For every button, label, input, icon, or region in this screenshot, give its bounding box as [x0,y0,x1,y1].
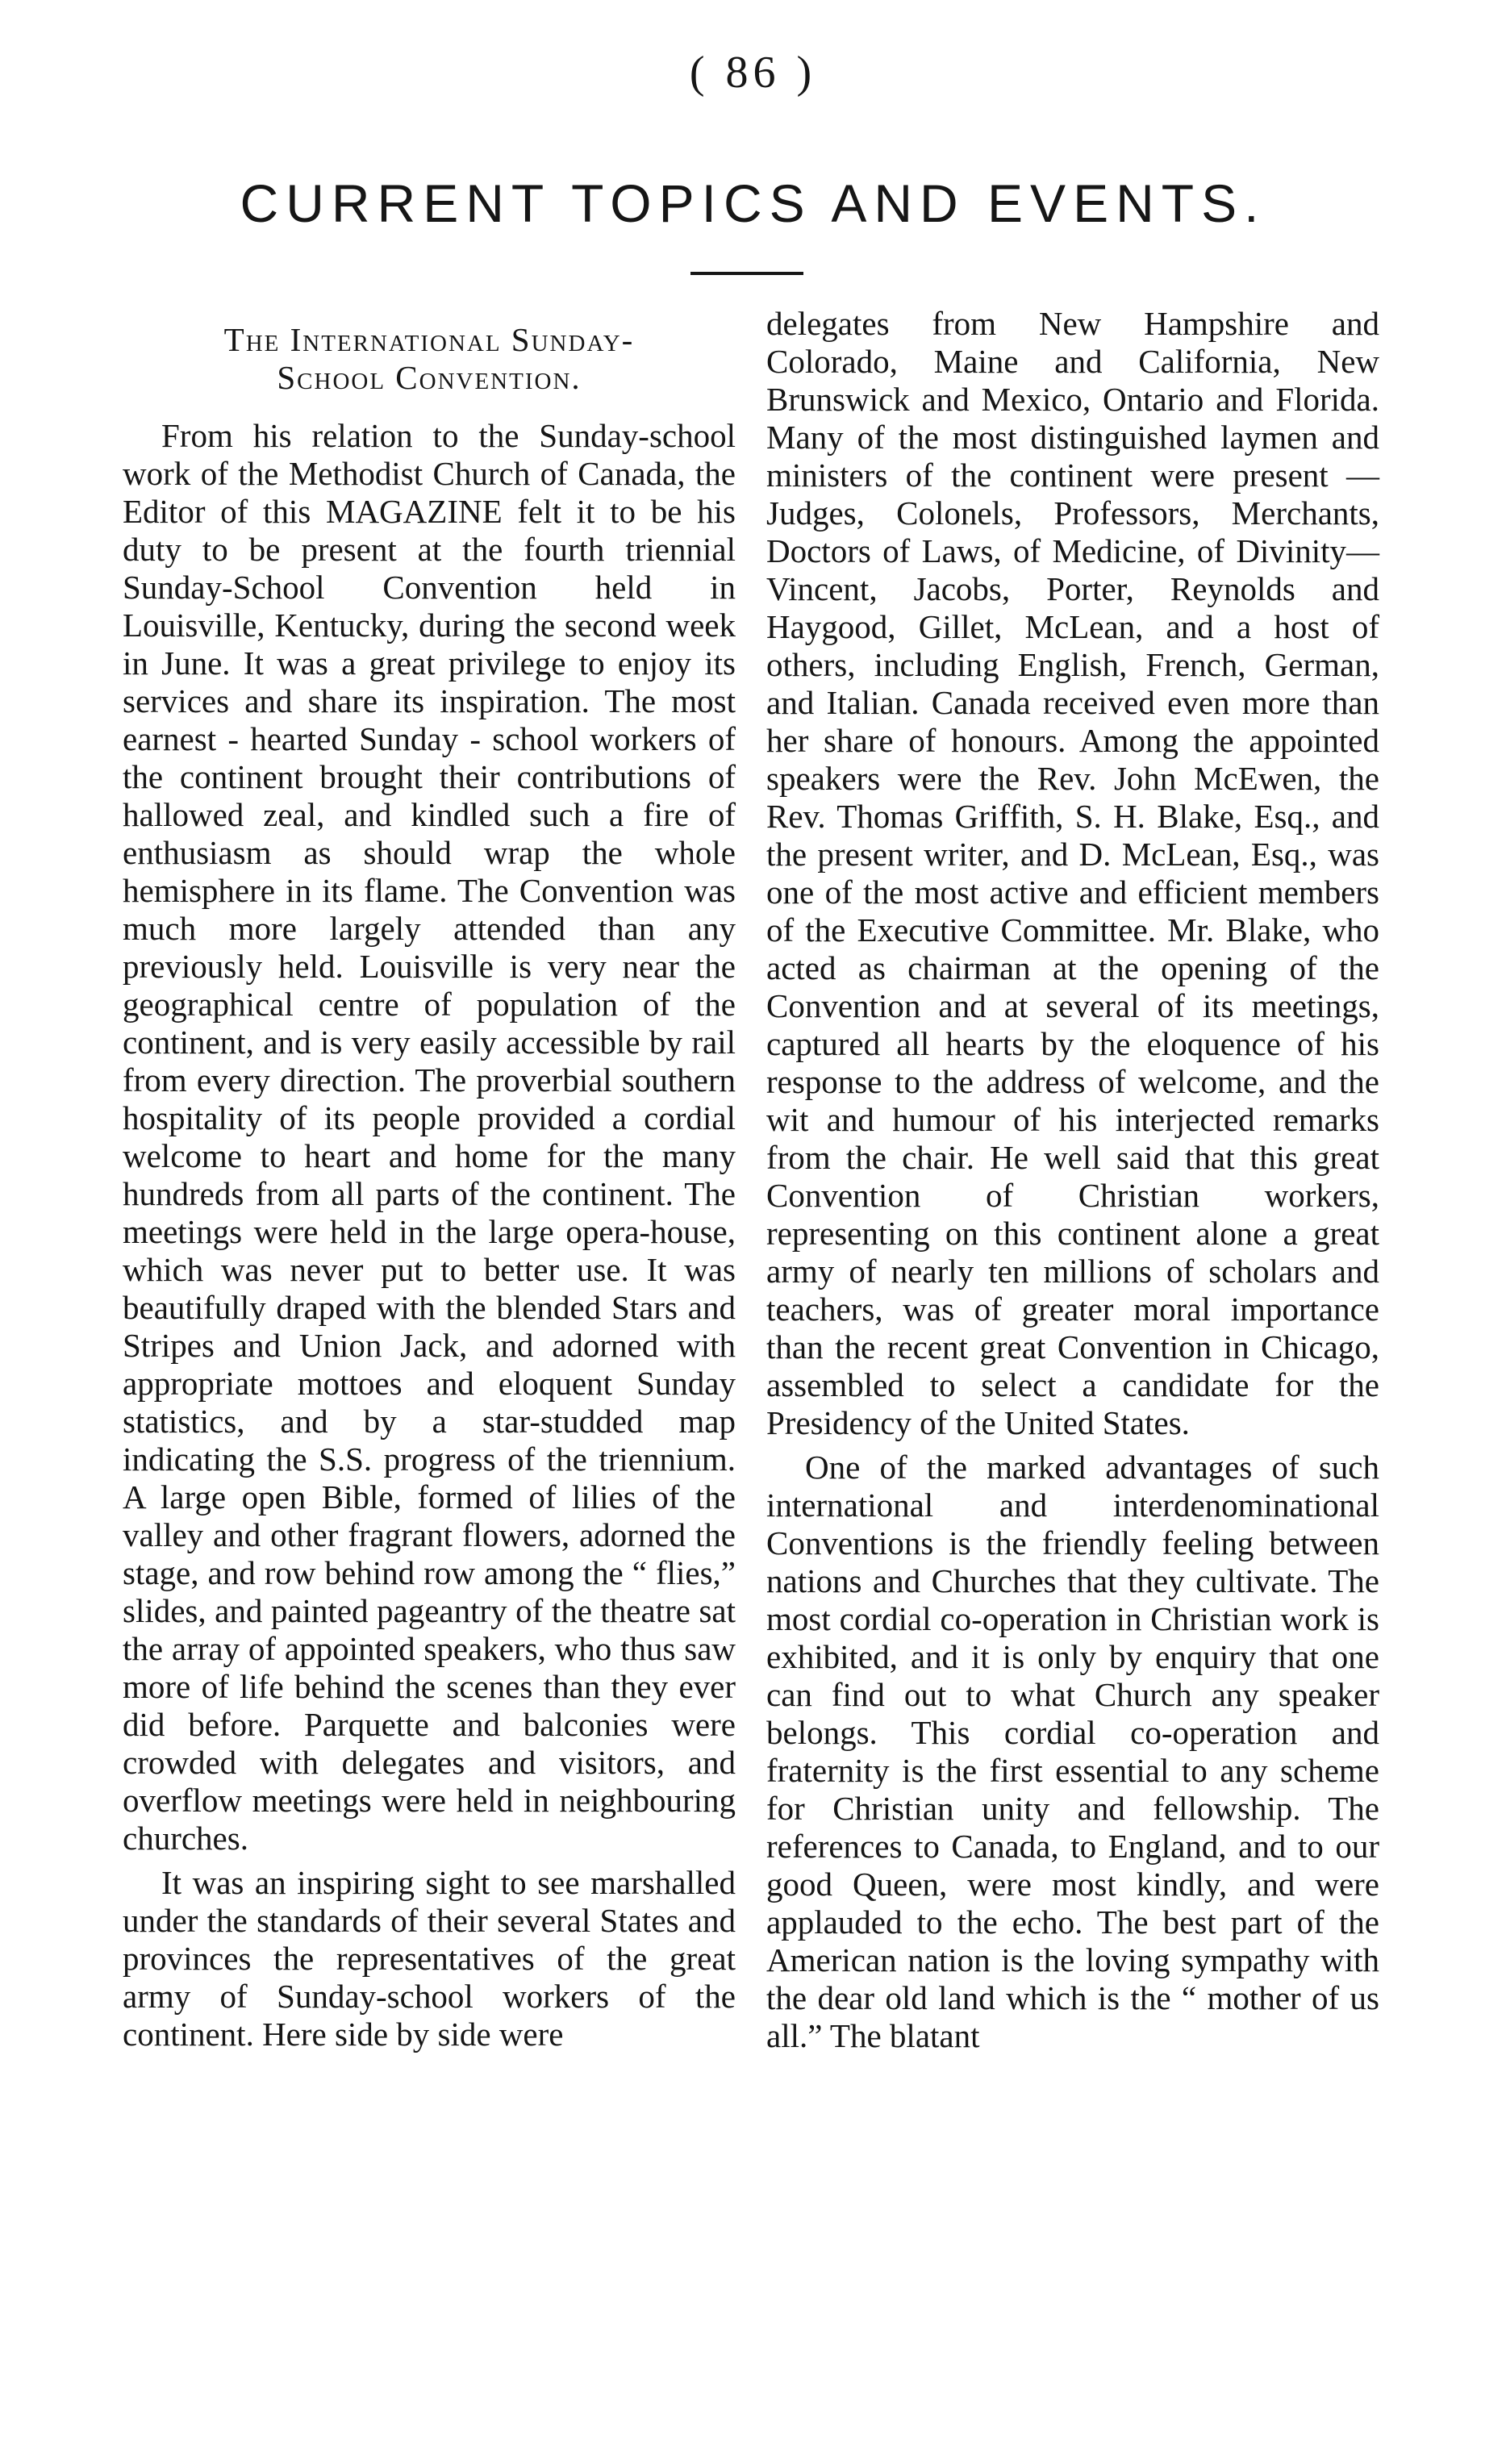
right-column [766,305,1379,2055]
paragraph: From his relation to the Sunday-school work of the Methodist Church of Canada, the Editor of this MAGAZINE felt it to be his duty to be present at the fourth triennial Sunday-School Convention held in Louisville, Kentucky, during the second week in June. It was a great privilege to enjoy its services and share its inspiration. The most earnest - hearted Sunday - school workers of the continent brought their contributions of hallowed zeal, and kindled such a fire of enthusiasm as should wrap the whole hemisphere in its flame. The Convention was much more largely attended than any previously held. Louisville is very near the geographical centre of population of the continent, and is very easily accessible by rail from every direction. The proverbial southern hospitality of its people provided a cordial welcome to heart and home for the many hundreds from all parts of the continent. The meetings were held in the large opera-house, which was never put to better use. It was beautifully draped with the blended Stars and Stripes and Union Jack, and adorned with appropriate mottoes and eloquent Sunday statistics, and by a star-studded map indicating the S.S. progress of the triennium. A large open Bible, formed of lilies of the valley and other fragrant flowers, adorned the stage, and row behind row among the “ flies,” slides, and painted pageantry of the theatre sat the array of appointed speakers, who thus saw more of life behind the scenes than they ever did before. Parquette and balconies were crowded with delegates and visitors, and overflow meetings were held in neighbouring churches. [123,417,736,1857]
paragraph: It was an inspiring sight to see marshalled under the standards of their several States and provinces the representatives of the great army of Sunday-school workers of the continent. Here side by side were [123,1864,736,2053]
article-heading [123,321,736,397]
page-title: CURRENT TOPICS AND EVENTS. [240,173,1266,233]
article-heading-line-2: School Convention. [277,359,582,396]
paragraph: One of the marked advantages of such international and interdenominational Conventions is the friendly feeling between nations and Churches that they cultivate. The most cordial co-operation in Christian work is exhibited, and it is only by enquiry that one can find out to what Church any speaker belongs. This cordial co-operation and fraternity is the first essential to any scheme for Christian unity and fellowship. The references to Canada, to England, and to our good Queen, were most kindly, and were applauded to the echo. The best part of the American nation is the loving sympathy with the dear old land which is the “ mother of us all.” The blatant [766,1449,1379,2054]
page-number: ( 86 ) [689,48,817,98]
paragraph: delegates from New Hampshire and Colorado, Maine and California, New Brunswick and Mexico, Ontario and Florida. Many of the most distinguished laymen and ministers of the continent were present —Judges, Colonels, Professors, Merchants, Doctors of Laws, of Medicine, of Divinity—Vincent, Jacobs, Porter, Reynolds and Haygood, Gillet, McLean, and a host of others, including English, French, German, and Italian. Canada received even more than her share of honours. Among the appointed speakers were the Rev. John McEwen, the Rev. Thomas Griffith, S. H. Blake, Esq., and the present writer, and D. McLean, Esq., was one of the most active and efficient members of the Executive Committee. Mr. Blake, who acted as chairman at the opening of the Convention and at several of its meetings, captured all hearts by the eloquence of his response to the address of welcome, and the wit and humour of his interjected remarks from the chair. He well said that this great Convention of Christian workers, representing on this continent alone a great army of nearly ten millions of scholars and teachers, was of greater moral importance than the recent great Convention in Chicago, assembled to select a candidate for the Presidency of the United States. [766,305,1379,1441]
article-heading-line-1: The International Sunday- [223,321,635,358]
title-rule [690,272,803,275]
left-column [123,305,736,2053]
